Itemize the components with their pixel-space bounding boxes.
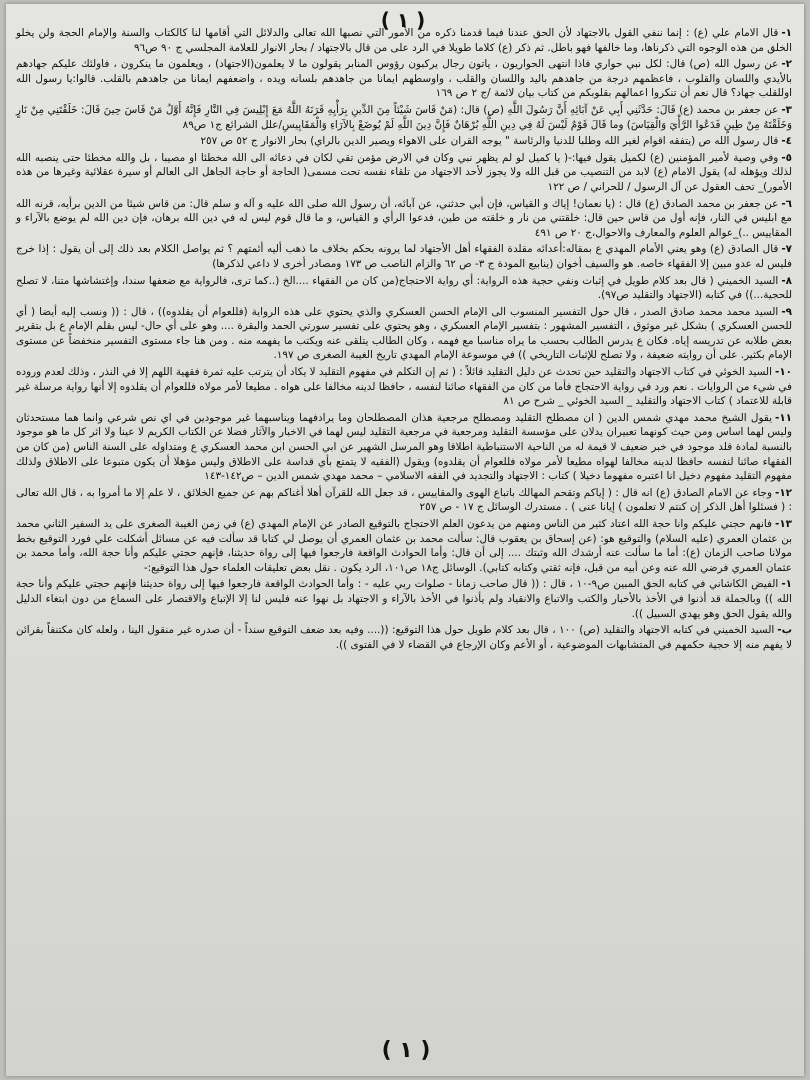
paragraph-number: ٨- [781, 274, 792, 287]
paragraph [16, 26, 792, 55]
paragraph [16, 197, 792, 241]
paragraph-text: السيد الخوئي في كتاب الاجتهاد والتقليد حين تحدث عن دليل التقليد قائلاً : ( ثم إن التكلم في مفهوم التقليد لا يكاد أن يترتب عليه ثمرة فقهية اللهم إلا في النذر ، وذلك لعدم وروده في شيء من الروايات . نعم ورد في رواية الاحتجاج فأما من كان من الفقهاء صائنا لنفسه ، حافظا لدينه مخالفا على هواه . مطيعا لأمر مولاه فللعوام أن يقلدوه إلا أنها رواية مرسلة غير قابلة للاعتماد ) كتاب الاجتهاد والتقليد _ السيد الخوئي _ شرح ص ٨١ [16, 366, 792, 408]
paragraph-text: عن جعفر بن محمد الصادق (ع) قال : (يا نعمان! إياك و القياس، فإن أبي حدثني، عن آبائه، أن رسول الله صلى الله عليه و آله و سلم قال: من قاس شيئا من الدين برأيه، قرنه الله مع ابليس في النار، فإنه أول من قاس حين قال: خلقتني من نار و خلقته من طين، فدعوا الرأي و القياس، و ما قال قوم ليس له في دين الله برهان، فإن دين الله لم يوضع بالآراء و المقاييس ..)_عوالم العلوم والمعارف والاحوال،ج ٢٠ ص ٤٩١ [16, 197, 792, 239]
paragraph-number: ٣- [781, 103, 792, 116]
paragraph-number: ب- [777, 624, 793, 637]
paragraph-number: ١٢- [774, 486, 792, 499]
paragraph [16, 623, 792, 652]
paragraph-text: فانهم حجتي عليكم وانا حجة الله اعتاد كثير من الناس ومنهم من يدعون العلم الاحتجاج بالتوقيع الصادر عن الإمام المهدي (ع) في زمن الغيبة الصغرى على يد السفير الثاني محمد بن عثمان العمري (عليه السلام) والتوقيع هو: (عن إسحاق بن يعقوب قال: سألت محمد بن عثمان العمري أن يوصل لي كتابا قد سألت فيه عن مسائل أشكلت علي فورد التوقيع بخط مولانا صاحب الزمان (ع): أما ما سألت عنه أرشدك الله وثبتك .... إلى أن قال: وأما الحوادث الواقعة فارجعوا فيها إلى رواة حديثنا، فإنهم حجتي عليكم وأنا حجة الله، وأما محمد بن عثمان العمري فرضي الله عنه وعن أبيه من قبل، فإنه ثقتي وكتابه كتابي). الوسائل ج١٨ ص١٠١، الرد يكون . نقل بعض تعليقات العلماء حول هذا التوقيع:- [16, 518, 792, 574]
paragraph-text: يقول الشيخ محمد مهدي شمس الدين ( ان مصطلح التقليد ومصطلح مرجعية هذان المصطلحان وما يرادفهما ويناسبهما غير موجودين في اي نص شرعي وانما هما مستحدثان وليس لهما اساس ومن حيث كونهما تعبيران يدلان على مؤسسة التقليد ومرجعية في مرجعية التقليد ليس لهما في الاخبار والآثار فضلا عن الكتاب الكريم لا عينا ولا اثر كل ما هو موجود بالنسبة لمادة قلد موجود في خبر ضعيف لا قيمة له من الناحية الاستنباطية اطلاقا وهو المرسل الشهير عن ابي الحسن ابن محمد العسكري ع ومتداوله على السنة الناس (من كان من الفقهاء صائنا لنفسه حافظا لدينه مخالفا لهواه مطيعا لأمر مولاه فللعوام أن يقلدوه) ويقول (الفقيه لا يتمتع بأي قداسة على الاطلاق وليس مؤهلا أن يكون متبوعا على الاطلاق ولذلك مفهوم التقليد مفهوم دخيل انا اعتبره مفهوما دخيلا ) كتاب : الاجتهاد والتجديد في الفقه الاسلامي – محمد مهدي شمس الدين – ص١٤٢-١٤٣ [16, 411, 792, 483]
paragraph-text: الفيض الكاشاني في كتابه الحق المبين ص٩-١٠ ، قال : (( قال صاحب زمانا - صلوات ربي عليه - : وأما الحوادث الواقعة فارجعوا فيها إلى رواة حديثنا فإنهم حجتي عليكم وأنا حجة الله )) وبالجملة قد أذنوا في الأخذ بالأخبار والكتب والاتباع والانقياد ولم يأذنوا في الأخذ بالآراء و الاجتهاد بل نهوا عنه فليس لنا إلا الإتباع والاقتصار على السماع من دون ابتغاء الدليل والله يقول الحق وهو يهدي السبيل )). [16, 578, 792, 620]
paragraph-number: ١٣- [774, 518, 792, 530]
paragraph-number: ٢- [781, 58, 792, 71]
paragraph-text: عن رسول الله (ص) قال: لكل نبي حواري فاذا انتهى الحواريون ، ياتون رجال يركبون رؤوس المنابر يقولون ما لا يعلمون(الاجتهاد) ، ويعلمون ما ينكرون ، فاولئك عليكم جهادهم بالأيدي واللسان والقلوب ، فاعظمهم درجة من جاهدهم باليد واللسان والقلب ، واوسطهم ايمانا من جاهدهم بلسانه ويده ، واضعفهم ايمانا من جاهدهم بالقلب. قالوا:يا رسول الله اوللقلب جهاد؟ قال نعم أن تنكروا اعمالهم بقلوبكم من كتاب بيان لائمة /ج ٢ ص ١٦٩ [16, 58, 792, 100]
paragraph-text: قال الامام علي (ع) : إنما ننفي القول بالاجتهاد لأن الحق عندنا فيما قدمنا ذكره من الأمور التي نصبها الله تعالى والدلائل التي أقامها لنا كالكتاب والسنة والإمام الحجة ولن يخلو الخلق من هذه الوجوه التي ذكرناها، وما خالفها فهو باطل. ثم ذكر (ع) كلاما طويلا في الرد على من قال بالاجتهاد / بحار الانوار للعلامة المجلسي ج ٩٠ ص٩٦ [16, 27, 792, 54]
paragraph [16, 274, 792, 303]
paragraph [16, 411, 792, 484]
paragraph [16, 57, 792, 101]
paragraph-number: ٥- [781, 151, 792, 164]
paragraph [16, 577, 792, 621]
paragraph-number: ١٠- [774, 366, 792, 379]
paragraph [16, 365, 792, 409]
paragraph-number: ٧- [781, 243, 792, 256]
paragraph-text: عن جعفر بن محمد (ع) قَالَ: حَدَّثَنِي أَبِي عَنْ آبَائِهِ أَنَّ رَسُولَ اللَّهِ (ص) قال: (مَنْ قَاسَ شَيْئاً مِنَ الدِّينِ بِرَأْيِهِ قَرَنَهُ اللَّهُ مَعَ إِبْلِيسَ فِي النَّارِ فَإِنَّهُ أَوَّلُ مَنْ قَاسَ حِينَ قَالَ: خَلَقْتَنِي مِنْ نَارٍ وَخَلَقْتَهُ مِنْ طِينٍ فَدَعُوا الرَّأْيَ وَالْقِيَاسَ) وما قَالَ قَوْمٌ لَيْسَ لَهُ فِي دِينِ اللَّهِ بُرْهَانٌ فَإِنَّ دِينَ اللَّهِ لَمْ يُوضَعْ بِالآرَاءِ وَالْمَقَايِيسِ/علل الشرائع ج١ ص٨٩ [16, 103, 792, 131]
paragraph [16, 305, 792, 363]
paragraph-number: ١- [781, 27, 792, 39]
paragraph-number: ١- [781, 578, 792, 591]
document-body [16, 26, 792, 1032]
paragraph-text: السيد محمد محمد صادق الصدر ، قال حول التفسير المنسوب الى الإمام الحسن العسكري والذي يحتوي على هذه الرواية (فللعوام أن يقلدوه)) ، قال : (( ونسب إليه أيضا ( أي للحسن العسكري ) بشكل غير موثوق ، التفسير المشهور : بتفسير الإمام العسكري ، وهو يحتوي على تفسير سورتي الحمد والبقرة .... وهو على أي حال- ليس بقلم الإمام ع بل بتقرير بعض طلابه عن تدريسه إياه. فكان ع يدرس الطالب بحسب ما يراه مناسبا مع فهمه ، وكان الطالب يتلقى عنه ويكتب ما يفهمه منه . ومن هنا جاء مستوى التفسير منخفضاً عن مستوى الإمام بكثير. على أن روايته ضعيفة ، ولا تصلح للإثبات التاريخي )) في موسوعة الإمام المهدي تاريخ الغيبة الصغرى ص ١٩٧. [16, 305, 792, 362]
paragraph [16, 103, 792, 132]
paragraph-text: السيد الخميني في كتابه الاجتهاد والتقليد (ص) ١٠٠ ، قال بعد كلام طويل حول هذا التوقيع: ((.... وفيه بعد ضعف التوقيع سنداً - أن صدره غير منقول الينا ، ولعله كان مكتنفاً بقرائن لا يفهم منه إلا حجية حكمهم في المتشابهات الموضوعية ، أو الأعم وكان الإرجاع في القضاء لا في الفتوى )). [16, 624, 792, 651]
paragraph-text: وفي وصية لأمير المؤمنين (ع) لكميل يقول فيها:-( يا كميل لو لم يظهر نبي وكان في الارض مؤمن تقي لكان في دعائه الى الله مخطئا او مصيبا ، بل والله مخطئا حتى ينصبه الله لذلك ويؤهله له) يقول الامام (ع) لابد من التنصيب من قبل الله ولا يجوز لأحد الاجتهاد من تلقاء نفسه تحت مسمى( الحاجة أو حاجة الجاهل الى العالم أو سيرة عقلائية وغيرها من هذه الأمور)_ تحف العقول عن آل الرسول / للحراني / ص ١٢٢ [16, 151, 792, 193]
page-number-bottom: ( ١ ) [381, 1038, 431, 1063]
paragraph-number: ١١- [774, 411, 792, 424]
paragraph [16, 151, 792, 195]
paragraph [16, 517, 792, 575]
paragraph [16, 486, 792, 515]
paragraph-text: قال الصادق (ع) وهو يعني الأمام المهدي ع بمقاله:أعدائه مقلدة الفقهاء أهل الأجتهاد لما يرونه بحكم بخلاف ما ذهب أليه أئمتهم ؟ ثم يواصل الكلام بعد ذلك إلى أن يقول : إذا خرج فليس له عدو مبين إلا الفقهاء خاصه. هو والسيف أخوان (ينابيع المودة ج ٣- ص ٦٢ والزام الناصب ص ١٧٣ ومصادر أخرى لا داعي لذكرها) [16, 243, 792, 270]
paragraph-number: ٦- [781, 197, 792, 210]
paragraph [16, 134, 792, 149]
paragraph-number: ٩- [781, 305, 792, 318]
paragraph [16, 242, 792, 271]
paragraph-text: وجاء عن الامام الصادق (ع) انه قال : ( إياكم وتقحم المهالك باتباع الهوى والمقاييس ، قد جعل الله للقرآن أهلا أغناكم بهم عن جميع الخلائق ، لا علم إلا ما أمروا به ، قال الله تعالى : ( فسئلوا أهل الذكر إن كنتم لا تعلمون ) إيانا عنى ) . مستدرك الوسائل ج ١٧ - ص ٢٥٧ [16, 486, 792, 514]
page-number-top: ( ١ ) [380, 8, 426, 32]
paragraph-number: ٤- [781, 135, 792, 148]
document-page [6, 4, 804, 1076]
paragraph-text: السيد الخميني ( قال بعد كلام طويل في إثبات ونفي حجية هذه الرواية: أي رواية الاحتجاج(من كان من الفقهاء ....الخ (..كما ترى، فالرواية مع ضعفها سندا، وإغتشاشها متنا، لا تصلح للحجية...)) في كتابه (الاجتهاد والتقليد ص٩٧). [16, 274, 792, 302]
paragraph-text: قال رسول الله ص (يتفقه اقوام لغير الله وطلبا للدنيا والرئاسة " يوجه القران على الاهواء ويصير الدين بالراي) بحار الانوار ج ٥٢ ص ٢٥٧ [200, 135, 779, 148]
